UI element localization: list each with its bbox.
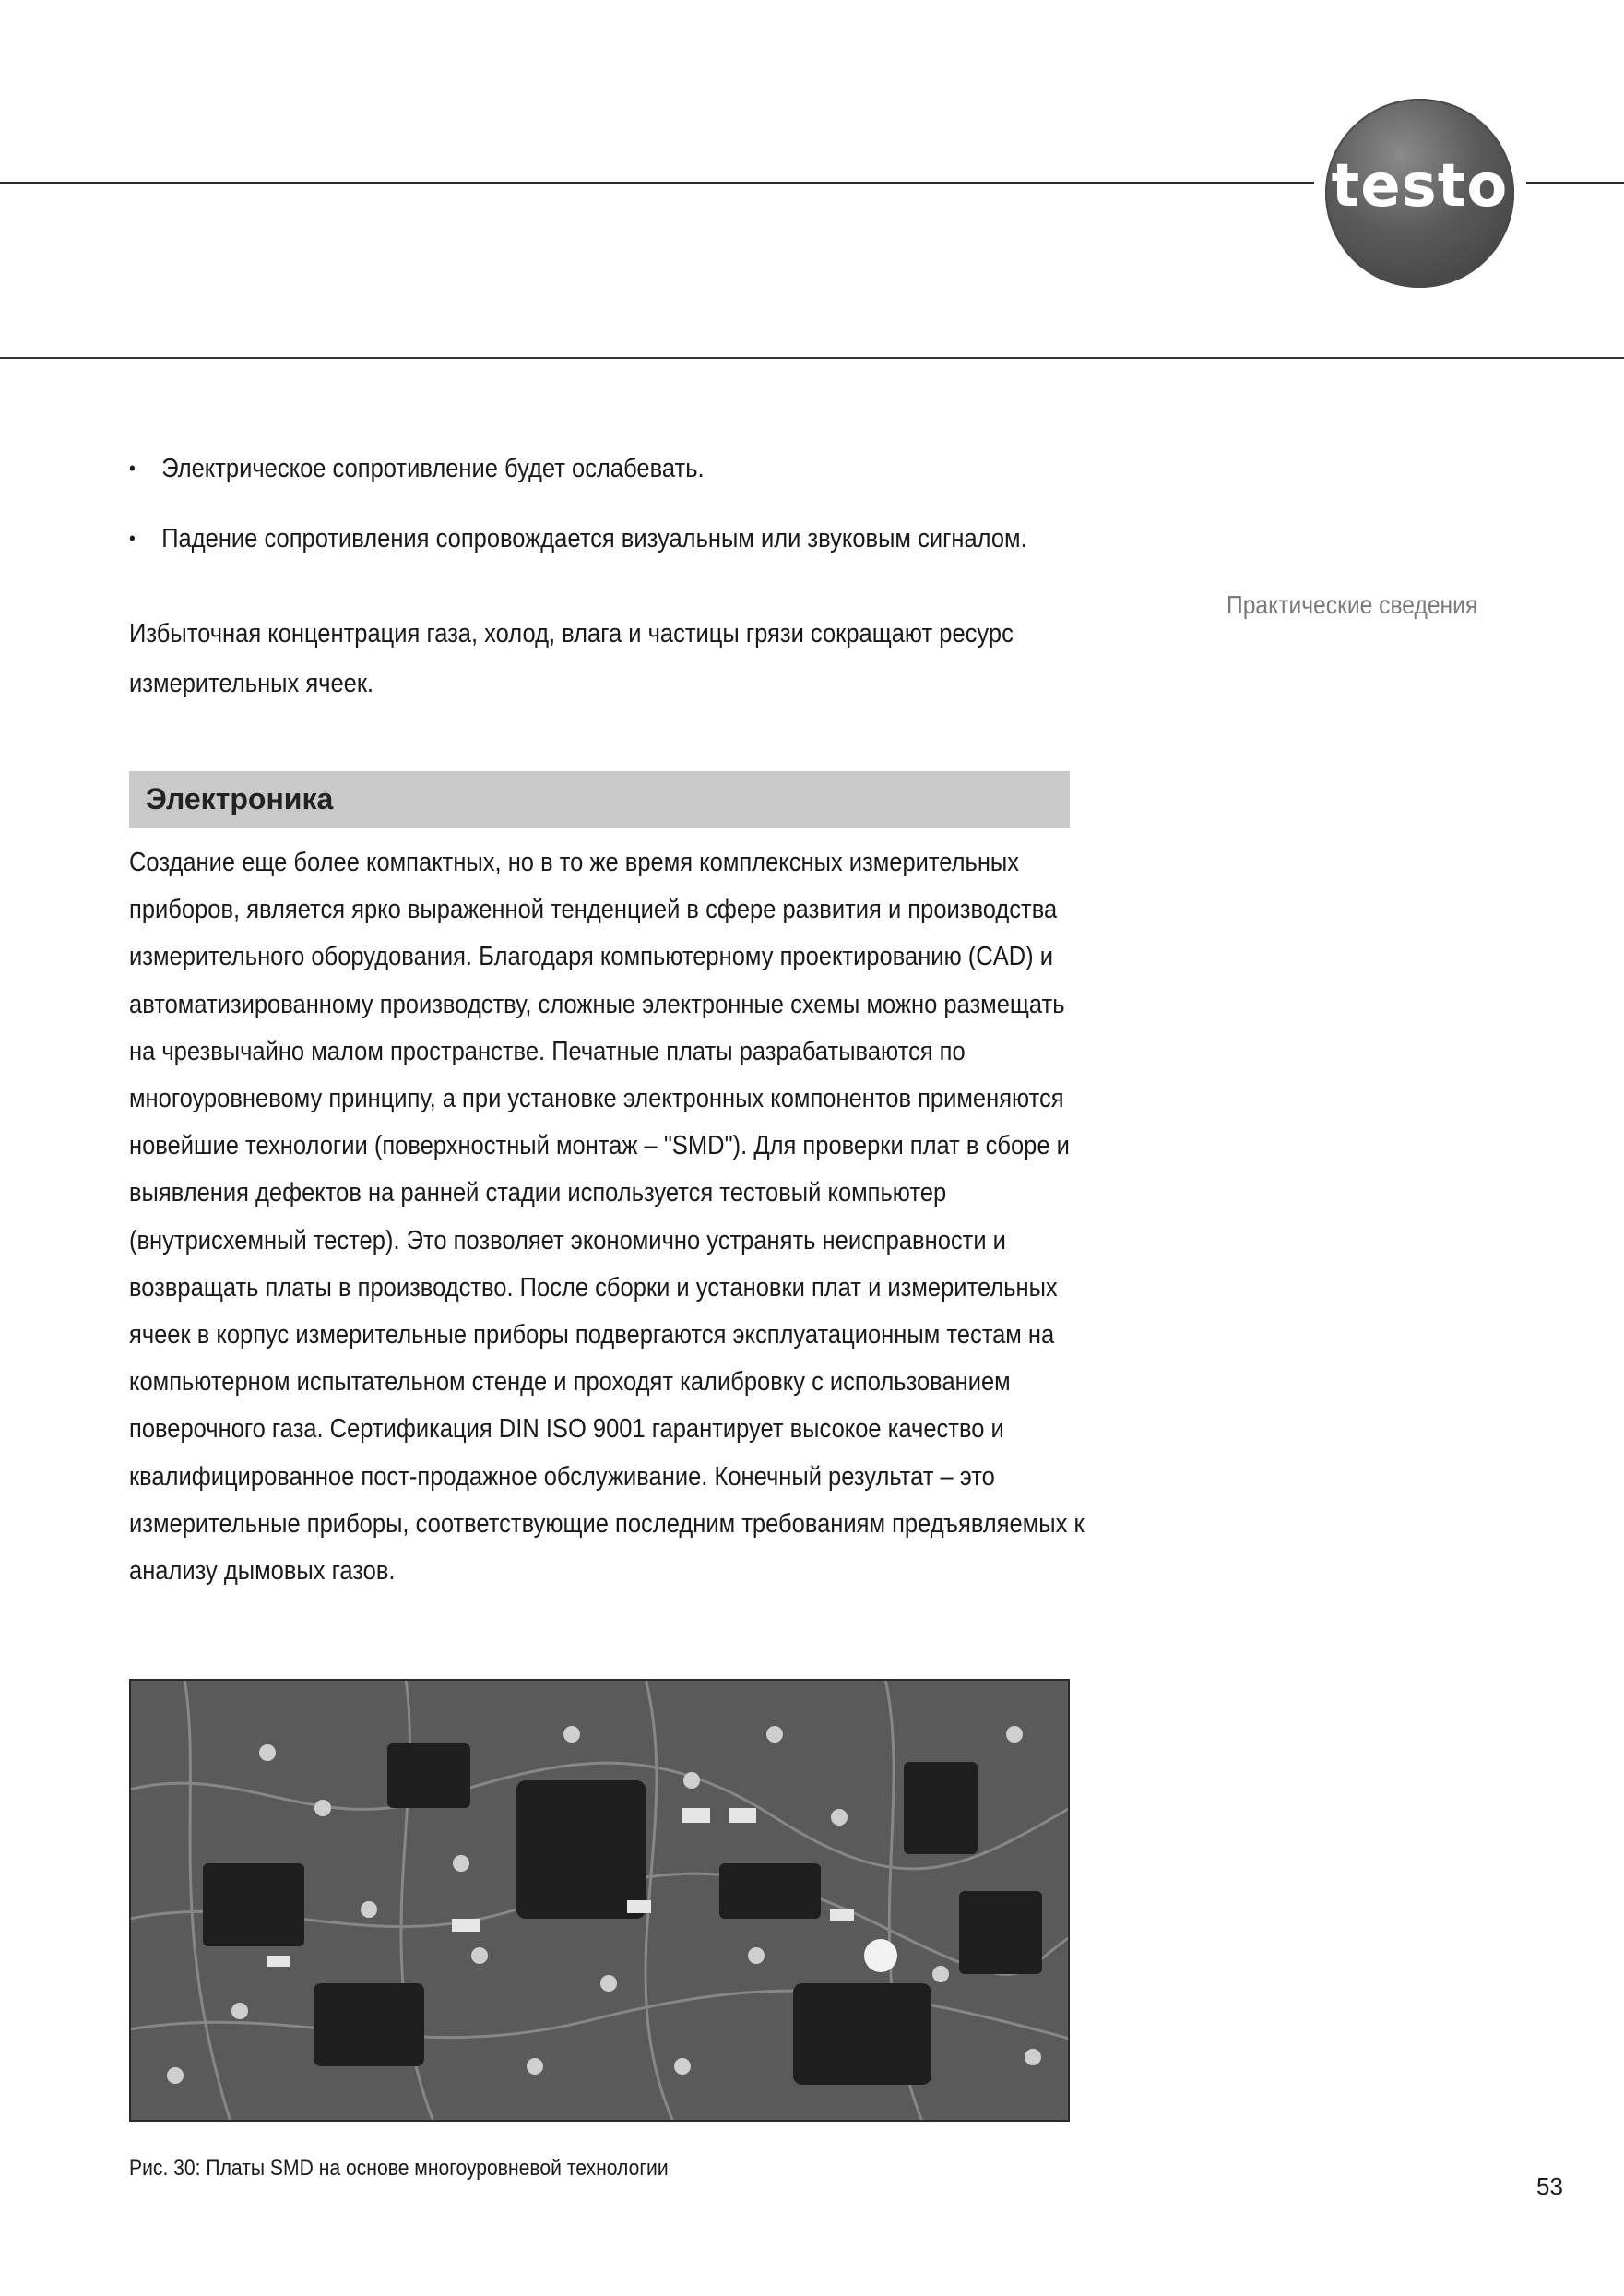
logo-text: testo <box>1331 152 1509 220</box>
page-number: 53 <box>1536 2172 1563 2200</box>
bullet-list <box>129 445 1070 563</box>
section-heading <box>129 771 1070 828</box>
pcb-photo <box>129 1679 1070 2122</box>
header-bottom-rule <box>0 357 1624 359</box>
bullet-item: • Электрическое сопротивление будет ослабевать. <box>129 445 1095 493</box>
figure-caption: Рис. 30: Платы SMD на основе многоуровневой технологии <box>129 2156 669 2181</box>
bullet-item: • Падение сопротивления сопровождается визуальным или звуковым сигналом. <box>129 515 1095 563</box>
section-title: Электроника <box>146 782 334 815</box>
intro-paragraph: Избыточная концентрация газа, холод, влага и частицы грязи сокращают ресурс измерительных ячеек. <box>129 619 1014 698</box>
testo-logo <box>1325 99 1514 288</box>
pcb-image <box>129 1679 1070 2122</box>
section-body: Создание еще более компактных, но в то же время комплексных измерительных приборов, является ярко выраженной тенденцией в сфере развития и производства измерительного оборудования. Благодаря компьютерному проектированию (CAD) и автоматизированному производству, сложные электронные схемы можно размещать на чрезвычайно малом пространстве. Печатные платы разрабатываются по многоуровневому принципу, а при установке электронных компонентов применяются новейшие технологии (поверхностный монтаж – "SMD"). Для проверки плат в сборе и выявления дефектов на ранней стадии используется тестовый компьютер (внутрисхемный тестер). Это позволяет экономично устранять неисправности и возвращать платы в производство. После сборки и установки плат и измерительных ячеек в корпус измерительные приборы подвергаются эксплуатационным тестам на компьютерном испытательном стенде и проходят калибровку с использованием поверочного газа. Сертификация DIN ISO 9001 гарантирует высокое качество и квалифицированное пост-продажное обслуживание. Конечный результат – это измерительные приборы, соответствующие последним требованиям предъявляемых к анализу дымовых газов. <box>129 848 1085 1587</box>
side-note: Практические сведения <box>1227 590 1478 619</box>
